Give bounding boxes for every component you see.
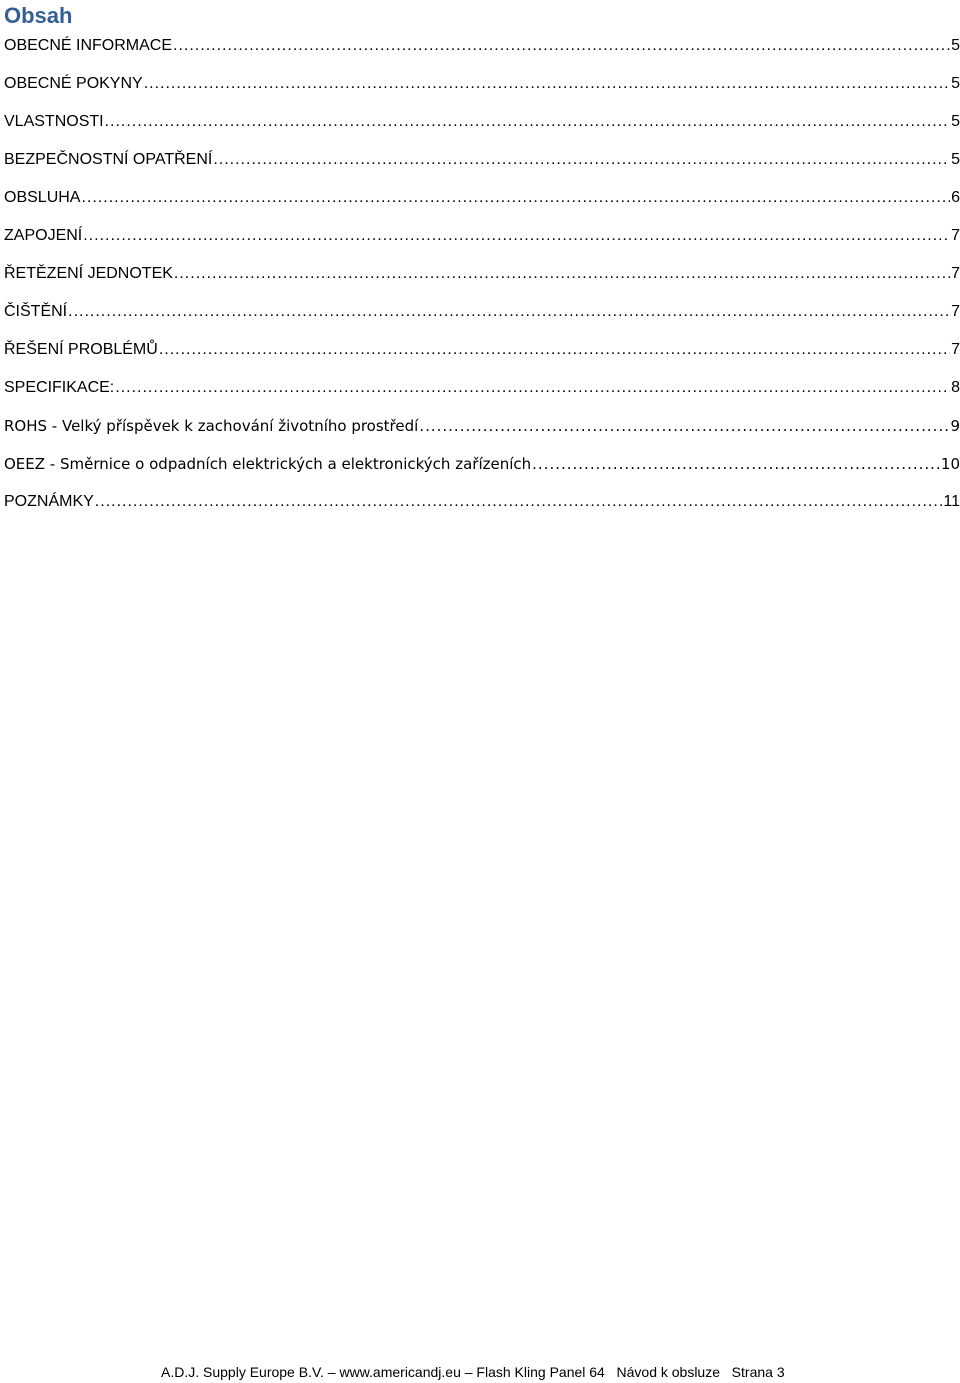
toc-entry-vlastnosti[interactable] (4, 108, 960, 146)
toc-dot-leader (81, 184, 950, 212)
toc-dot-leader (115, 374, 950, 402)
toc-entry-zapojeni[interactable] (4, 222, 960, 260)
toc-entry-specifikace[interactable] (4, 374, 960, 412)
toc-entry-poznamky[interactable] (4, 488, 960, 526)
toc-entry-page: 10 (940, 455, 960, 473)
toc-dot-leader (174, 260, 950, 288)
toc-dot-leader (95, 488, 943, 516)
toc-entry-obecne-pokyny[interactable] (4, 70, 960, 108)
toc-dot-leader (159, 336, 950, 364)
toc-entry-label: OEEZ - Směrnice o odpadních elektrických a elektronických zařízeních (4, 455, 532, 473)
toc-dot-leader (419, 412, 949, 440)
table-of-contents (4, 32, 960, 526)
toc-entry-label: POZNÁMKY (4, 493, 94, 510)
toc-entry-page: 9 (950, 417, 960, 435)
toc-dot-leader (173, 32, 950, 60)
toc-entry-label: OBSLUHA (4, 189, 81, 206)
toc-entry-page: 7 (951, 265, 960, 282)
toc-entry-label: OBECNÉ POKYNY (4, 75, 143, 92)
toc-entry-label: ROHS - Velký příspěvek k zachování životního prostředí (4, 417, 419, 435)
toc-entry-page: 11 (943, 493, 960, 510)
toc-dot-leader (532, 450, 940, 478)
toc-dot-leader (83, 222, 950, 250)
toc-entry-label: BEZPEČNOSTNÍ OPATŘENÍ (4, 151, 213, 168)
toc-entry-retezeni-jednotek[interactable] (4, 260, 960, 298)
toc-entry-page: 5 (951, 113, 960, 130)
toc-entry-page: 5 (951, 151, 960, 168)
toc-entry-obecne-informace[interactable] (4, 32, 960, 70)
toc-entry-page: 6 (951, 189, 960, 206)
toc-entry-label: ŘETĚZENÍ JEDNOTEK (4, 265, 173, 282)
toc-dot-leader (144, 70, 950, 98)
toc-entry-obsluha[interactable] (4, 184, 960, 222)
toc-dot-leader (213, 146, 950, 174)
toc-dot-leader (68, 298, 950, 326)
toc-entry-label: VLASTNOSTI (4, 113, 104, 130)
toc-entry-oeez[interactable] (4, 450, 960, 488)
toc-entry-label: SPECIFIKACE: (4, 379, 115, 396)
toc-entry-cisteni[interactable] (4, 298, 960, 336)
page-footer: A.D.J. Supply Europe B.V. – www.americandj.eu – Flash Kling Panel 64 Návod k obsluze Strana 3 (161, 1364, 785, 1380)
toc-entry-bezpecnostni-opatreni[interactable] (4, 146, 960, 184)
toc-entry-reseni-problemu[interactable] (4, 336, 960, 374)
toc-entry-label: ŘEŠENÍ PROBLÉMŮ (4, 341, 158, 358)
toc-entry-label: ČIŠTĚNÍ (4, 303, 68, 320)
toc-entry-page: 5 (951, 37, 960, 54)
toc-entry-page: 7 (951, 227, 960, 244)
toc-entry-page: 7 (951, 341, 960, 358)
toc-dot-leader (105, 108, 951, 136)
toc-entry-label: ZAPOJENÍ (4, 227, 83, 244)
toc-entry-rohs[interactable] (4, 412, 960, 450)
toc-entry-page: 8 (951, 379, 960, 396)
page-title: Obsah (4, 3, 73, 28)
toc-entry-page: 7 (951, 303, 960, 320)
toc-entry-label: OBECNÉ INFORMACE (4, 37, 173, 54)
toc-entry-page: 5 (951, 75, 960, 92)
